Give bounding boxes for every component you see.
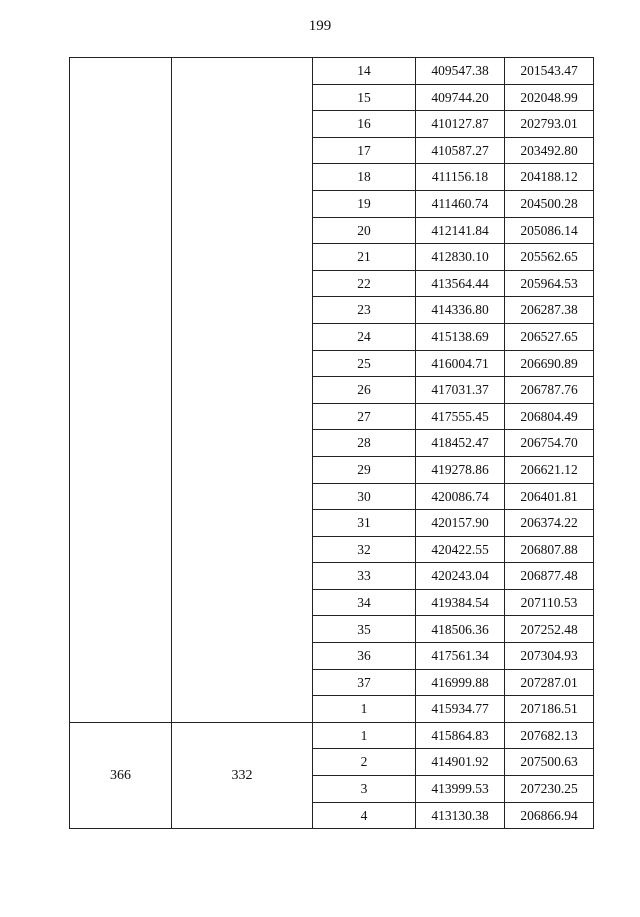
point-number-cell: 4 xyxy=(313,802,416,829)
x-coordinate-cell: 420086.74 xyxy=(416,483,505,510)
point-number-cell: 16 xyxy=(313,111,416,138)
point-number-cell: 32 xyxy=(313,536,416,563)
y-coordinate-cell: 207252.48 xyxy=(505,616,594,643)
y-coordinate-cell: 202048.99 xyxy=(505,84,594,111)
point-number-cell: 1 xyxy=(313,722,416,749)
x-coordinate-cell: 419384.54 xyxy=(416,589,505,616)
section-code-cell: 332 xyxy=(172,722,313,828)
point-number-cell: 29 xyxy=(313,456,416,483)
x-coordinate-cell: 420243.04 xyxy=(416,563,505,590)
x-coordinate-cell: 416999.88 xyxy=(416,669,505,696)
point-number-cell: 24 xyxy=(313,323,416,350)
table-row xyxy=(70,58,594,85)
x-coordinate-cell: 418506.36 xyxy=(416,616,505,643)
y-coordinate-cell: 205562.65 xyxy=(505,244,594,271)
coordinates-table-body xyxy=(70,58,594,829)
y-coordinate-cell: 207682.13 xyxy=(505,722,594,749)
point-number-cell: 21 xyxy=(313,244,416,271)
x-coordinate-cell: 411460.74 xyxy=(416,190,505,217)
x-coordinate-cell: 417031.37 xyxy=(416,377,505,404)
y-coordinate-cell: 206621.12 xyxy=(505,456,594,483)
x-coordinate-cell: 413999.53 xyxy=(416,776,505,803)
y-coordinate-cell: 206787.76 xyxy=(505,377,594,404)
point-number-cell: 3 xyxy=(313,776,416,803)
y-coordinate-cell: 205086.14 xyxy=(505,217,594,244)
y-coordinate-cell: 207287.01 xyxy=(505,669,594,696)
y-coordinate-cell: 205964.53 xyxy=(505,270,594,297)
y-coordinate-cell: 206877.48 xyxy=(505,563,594,590)
point-number-cell: 28 xyxy=(313,430,416,457)
x-coordinate-cell: 420422.55 xyxy=(416,536,505,563)
section-code-cell xyxy=(172,58,313,723)
x-coordinate-cell: 415934.77 xyxy=(416,696,505,723)
x-coordinate-cell: 416004.71 xyxy=(416,350,505,377)
y-coordinate-cell: 207186.51 xyxy=(505,696,594,723)
y-coordinate-cell: 206401.81 xyxy=(505,483,594,510)
x-coordinate-cell: 417561.34 xyxy=(416,643,505,670)
y-coordinate-cell: 206807.88 xyxy=(505,536,594,563)
point-number-cell: 37 xyxy=(313,669,416,696)
point-number-cell: 20 xyxy=(313,217,416,244)
y-coordinate-cell: 202793.01 xyxy=(505,111,594,138)
y-coordinate-cell: 204188.12 xyxy=(505,164,594,191)
point-number-cell: 34 xyxy=(313,589,416,616)
point-number-cell: 1 xyxy=(313,696,416,723)
x-coordinate-cell: 417555.45 xyxy=(416,403,505,430)
point-number-cell: 19 xyxy=(313,190,416,217)
point-number-cell: 18 xyxy=(313,164,416,191)
point-number-cell: 31 xyxy=(313,510,416,537)
point-number-cell: 27 xyxy=(313,403,416,430)
point-number-cell: 17 xyxy=(313,137,416,164)
x-coordinate-cell: 420157.90 xyxy=(416,510,505,537)
point-number-cell: 30 xyxy=(313,483,416,510)
point-number-cell: 2 xyxy=(313,749,416,776)
y-coordinate-cell: 206754.70 xyxy=(505,430,594,457)
point-number-cell: 35 xyxy=(313,616,416,643)
x-coordinate-cell: 418452.47 xyxy=(416,430,505,457)
point-number-cell: 14 xyxy=(313,58,416,85)
y-coordinate-cell: 206690.89 xyxy=(505,350,594,377)
y-coordinate-cell: 203492.80 xyxy=(505,137,594,164)
x-coordinate-cell: 415864.83 xyxy=(416,722,505,749)
x-coordinate-cell: 412141.84 xyxy=(416,217,505,244)
point-number-cell: 15 xyxy=(313,84,416,111)
y-coordinate-cell: 206866.94 xyxy=(505,802,594,829)
y-coordinate-cell: 204500.28 xyxy=(505,190,594,217)
point-number-cell: 23 xyxy=(313,297,416,324)
y-coordinate-cell: 206287.38 xyxy=(505,297,594,324)
y-coordinate-cell: 206527.65 xyxy=(505,323,594,350)
x-coordinate-cell: 415138.69 xyxy=(416,323,505,350)
section-number-cell: 366 xyxy=(70,722,172,828)
x-coordinate-cell: 412830.10 xyxy=(416,244,505,271)
point-number-cell: 36 xyxy=(313,643,416,670)
section-number-cell xyxy=(70,58,172,723)
page-number: 199 xyxy=(308,18,332,34)
point-number-cell: 22 xyxy=(313,270,416,297)
point-number-cell: 26 xyxy=(313,377,416,404)
x-coordinate-cell: 419278.86 xyxy=(416,456,505,483)
table-row xyxy=(70,722,594,749)
x-coordinate-cell: 409744.20 xyxy=(416,84,505,111)
x-coordinate-cell: 414901.92 xyxy=(416,749,505,776)
y-coordinate-cell: 207230.25 xyxy=(505,776,594,803)
x-coordinate-cell: 409547.38 xyxy=(416,58,505,85)
x-coordinate-cell: 414336.80 xyxy=(416,297,505,324)
x-coordinate-cell: 413130.38 xyxy=(416,802,505,829)
y-coordinate-cell: 206804.49 xyxy=(505,403,594,430)
x-coordinate-cell: 411156.18 xyxy=(416,164,505,191)
point-number-cell: 25 xyxy=(313,350,416,377)
y-coordinate-cell: 207110.53 xyxy=(505,589,594,616)
coordinates-table xyxy=(69,57,594,829)
x-coordinate-cell: 410587.27 xyxy=(416,137,505,164)
y-coordinate-cell: 207500.63 xyxy=(505,749,594,776)
x-coordinate-cell: 413564.44 xyxy=(416,270,505,297)
y-coordinate-cell: 201543.47 xyxy=(505,58,594,85)
point-number-cell: 33 xyxy=(313,563,416,590)
y-coordinate-cell: 206374.22 xyxy=(505,510,594,537)
x-coordinate-cell: 410127.87 xyxy=(416,111,505,138)
y-coordinate-cell: 207304.93 xyxy=(505,643,594,670)
